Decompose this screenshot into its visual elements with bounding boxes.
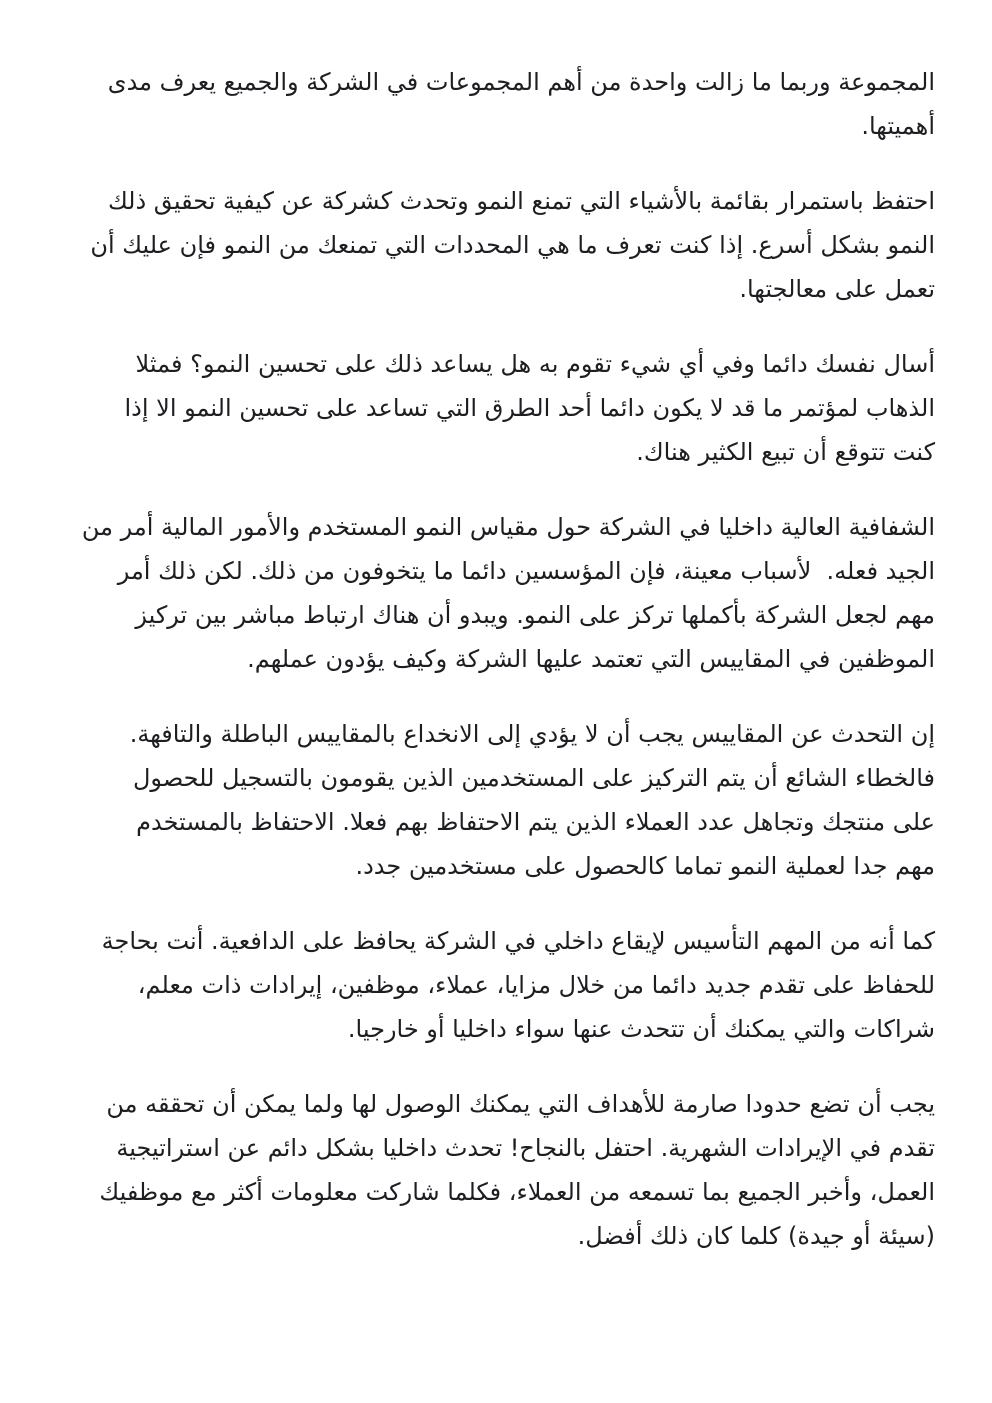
paragraph bbox=[57, 60, 935, 148]
text-line: على منتجك وتجاهل عدد العملاء الذين يتم الاحتفاظ بهم فعلا. الاحتفاظ بالمستخدم bbox=[136, 808, 935, 836]
text-line: يجب أن تضع حدودا صارمة للأهداف التي يمكنك الوصول لها ولما يمكن أن تحققه من bbox=[106, 1090, 935, 1118]
text-line: تقدم في الإيرادات الشهرية. احتفل بالنجاح! تحدث داخليا بشكل دائم عن استراتيجية bbox=[116, 1134, 935, 1162]
text-line: كما أنه من المهم التأسيس لإيقاع داخلي في الشركة يحافظ على الدافعية. أنت بحاجة bbox=[101, 927, 935, 955]
text-line: تعمل على معالجتها. bbox=[739, 275, 935, 303]
text-line: المجموعة وربما ما زالت واحدة من أهم المجموعات في الشركة والجميع يعرف مدى bbox=[107, 68, 935, 96]
text-line: فالخطاء الشائع أن يتم التركيز على المستخدمين الذين يقومون بالتسجيل للحصول bbox=[132, 764, 935, 792]
text-line: العمل، وأخبر الجميع بما تسمعه من العملاء، فكلما شاركت معلومات أكثر مع موظفيك bbox=[99, 1178, 935, 1206]
text-line: الذهاب لمؤتمر ما قد لا يكون دائما أحد الطرق التي تساعد على تحسين النمو الا إذا bbox=[124, 394, 935, 422]
text-line: الجيد فعله. لأسباب معينة، فإن المؤسسين دائما ما يتخوفون من ذلك. لكن ذلك أمر bbox=[117, 557, 935, 585]
text-line: إن التحدث عن المقاييس يجب أن لا يؤدي إلى الانخداع بالمقاييس الباطلة والتافهة. bbox=[129, 720, 935, 748]
paragraph bbox=[57, 342, 935, 474]
text-line: شراكات والتي يمكنك أن تتحدث عنها سواء داخليا أو خارجيا. bbox=[347, 1015, 935, 1043]
text-line: (سيئة أو جيدة) كلما كان ذلك أفضل. bbox=[577, 1222, 935, 1250]
paragraph bbox=[57, 179, 935, 311]
text-line: مهم جدا لعملية النمو تماما كالحصول على مستخدمين جدد. bbox=[355, 852, 935, 880]
paragraph bbox=[57, 505, 935, 681]
text-line: مهم لجعل الشركة بأكملها تركز على النمو. ويبدو أن هناك ارتباط مباشر بين تركيز bbox=[135, 601, 935, 629]
text-line: النمو بشكل أسرع. إذا كنت تعرف ما هي المحددات التي تمنعك من النمو فإن عليك أن bbox=[90, 231, 935, 259]
text-line: أهميتها. bbox=[861, 112, 935, 140]
text-line: للحفاظ على تقدم جديد دائما من خلال مزايا، عملاء، موظفين، إيرادات ذات معلم، bbox=[137, 971, 935, 999]
text-line: الشفافية العالية داخليا في الشركة حول مقياس النمو المستخدم والأمور المالية أمر من bbox=[81, 513, 935, 541]
text-line: كنت تتوقع أن تبيع الكثير هناك. bbox=[636, 438, 935, 466]
text-line: احتفظ باستمرار بقائمة بالأشياء التي تمنع النمو وتحدث كشركة عن كيفية تحقيق ذلك bbox=[107, 187, 935, 215]
text-line: الموظفين في المقاييس التي تعتمد عليها الشركة وكيف يؤدون عملهم. bbox=[247, 645, 935, 673]
document-body bbox=[57, 60, 935, 1258]
text-line: أسال نفسك دائما وفي أي شيء تقوم به هل يساعد ذلك على تحسين النمو؟ فمثلا bbox=[135, 350, 935, 378]
paragraph bbox=[57, 1082, 935, 1258]
paragraph bbox=[57, 919, 935, 1051]
paragraph bbox=[57, 712, 935, 888]
